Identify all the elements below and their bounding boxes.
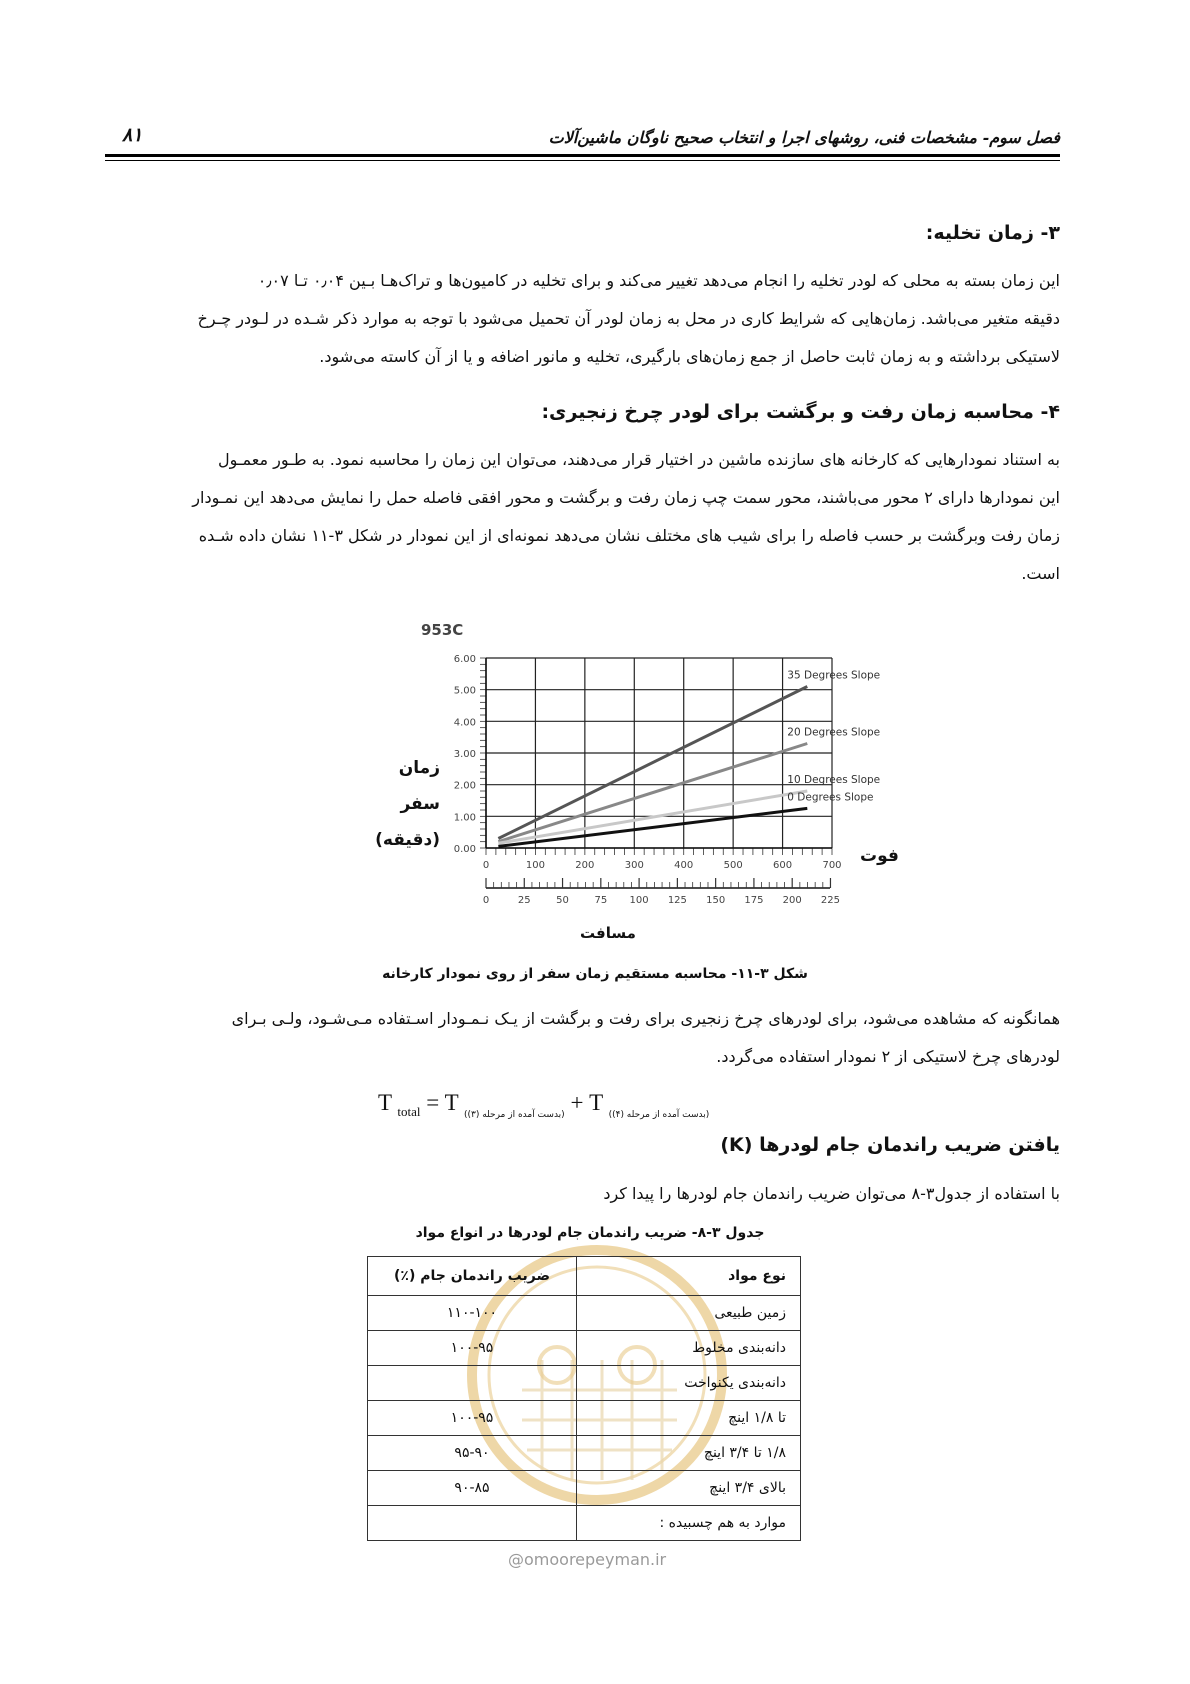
x-tick-label: 200: [575, 860, 595, 871]
secondary-x-tick-label: 50: [556, 895, 569, 906]
efficiency-cell: ۱۰۰-۹۵: [368, 1331, 577, 1366]
efficiency-cell: ۱۱۰-۱۰۰: [368, 1296, 577, 1331]
secondary-x-tick-label: 225: [820, 895, 841, 906]
table-row: [368, 1506, 801, 1541]
efficiency-cell: [368, 1366, 577, 1401]
table-row: [368, 1366, 801, 1401]
y-axis-label-line: زمان سفر: [398, 758, 440, 814]
column-header-efficiency: ضریب راندمان جام (٪): [368, 1257, 577, 1296]
x-tick-label: 0: [482, 860, 490, 871]
secondary-x-tick-label: 75: [594, 895, 608, 906]
section-k-paragraph: [128, 1175, 1060, 1213]
table-row: [368, 1331, 801, 1366]
x-tick-label: 700: [822, 860, 842, 871]
y-tick-label: 2.00: [453, 780, 476, 792]
table-row: [368, 1401, 801, 1436]
y-tick-label: 0.00: [453, 844, 476, 855]
efficiency-cell: ۱۰۰-۹۵: [368, 1401, 577, 1436]
bucket-efficiency-table: [367, 1256, 801, 1541]
series-label: 10 Degrees Slope: [787, 774, 880, 786]
series-label: 0 Degrees Slope: [787, 791, 874, 804]
y-tick-label: 3.00: [453, 749, 476, 760]
paragraph-after-figure: [128, 1000, 1060, 1076]
efficiency-cell: ۹۰-۸۵: [368, 1471, 577, 1506]
x-tick-label: 100: [525, 860, 545, 871]
formula-operator: =: [426, 1090, 440, 1115]
page-number: ۸۱: [122, 124, 143, 146]
secondary-x-tick-label: 125: [667, 895, 687, 906]
table-caption: جدول ۳-۸- ضریب راندمان جام لودرها در انواع مواد: [415, 1225, 765, 1241]
secondary-x-tick-label: 0: [482, 895, 490, 906]
formula-symbol: T: [444, 1090, 459, 1115]
paragraph-line: همانگونه که مشاهده می‌شود، برای لودرهای چرخ زنجیری برای رفت و برگشت از یـک نـمـودار اسـتفاده مـی‌شـود، ولـی بـرای: [231, 1009, 1060, 1028]
paragraph-line: زمان رفت وبرگشت بر حسب فاصله را برای شیب های مختلف نشان می‌دهد نمونه‌ای از این نمودار در شکل ۳-۱۱ نشان داده شـده: [198, 526, 1060, 545]
efficiency-cell: [368, 1506, 577, 1541]
x-tick-label: 600: [773, 860, 793, 871]
travel-time-formula: [378, 1090, 709, 1120]
paragraph-line: با استفاده از جدول۳-۸ می‌توان ضریب راندمان جام لودرها را پیدا کرد: [603, 1184, 1060, 1203]
secondary-x-tick-label: 175: [744, 895, 764, 906]
secondary-x-tick-label: 150: [706, 895, 726, 906]
secondary-x-tick-label: 200: [782, 895, 802, 906]
material-cell: دانه‌بندی مخلوط: [577, 1331, 801, 1366]
x-axis-caption: مسافت: [580, 924, 636, 942]
watermark-site-text: omoorepeyman.ir: [524, 1550, 667, 1569]
material-cell: موارد به هم چسبیده :: [577, 1506, 801, 1541]
y-axis-unit-label: (دقیقه): [375, 830, 440, 850]
secondary-x-tick-label: 25: [517, 895, 531, 906]
y-tick-label: 1.00: [453, 812, 476, 824]
x-tick-label: 500: [723, 860, 743, 871]
formula-symbol: T: [378, 1090, 392, 1115]
paragraph-line: است.: [1021, 564, 1060, 583]
table-header-row: [368, 1257, 801, 1296]
series-label: 35 Degrees Slope: [787, 669, 880, 682]
material-cell: زمین طبیعی: [577, 1296, 801, 1331]
figure-caption: شکل ۳-۱۱- محاسبه مستقیم زمان سفر از روی نمودار کارخانه: [382, 966, 808, 982]
paragraph-line: این زمان بسته به محلی که لودر تخلیه را انجام می‌دهد تغییر می‌کند و برای تخلیه در کامیون‌ها و تراک‌هـا بـین ۰٫۰۴ تـا ۰٫۰۷: [257, 271, 1060, 290]
section-4-heading: ۴- محاسبه زمان رفت و برگشت برای لودر چرخ زنجیری:: [541, 401, 1060, 423]
header-rule-thin: [105, 160, 1060, 161]
secondary-x-tick-label: 100: [629, 895, 649, 906]
chart-title: 953C: [421, 621, 464, 639]
at-sign-icon: @: [508, 1550, 524, 1569]
paragraph-line: این نمودارها دارای ۲ محور می‌باشند، محور سمت چپ زمان رفت و برگشت و محور افقی فاصله حمل را نمایش می‌دهد این نمـودار: [192, 488, 1060, 507]
x-tick-label: 300: [624, 860, 644, 871]
section-4-paragraph: [128, 441, 1060, 593]
material-cell: تا ۱/۸ اینچ: [577, 1401, 801, 1436]
formula-subscript: total: [397, 1104, 421, 1119]
paragraph-line: لودرهای چرخ لاستیکی از ۲ نمودار استفاده می‌گردد.: [716, 1047, 1060, 1066]
watermark-url: [508, 1550, 666, 1569]
running-header-title: فصل سوم- مشخصات فنی، روشهای اجرا و انتخاب صحیح ناوگان ماشین‌آلات: [548, 128, 1060, 147]
table-row: [368, 1471, 801, 1506]
table-row: [368, 1436, 801, 1471]
series-label: 20 Degrees Slope: [787, 726, 880, 739]
paragraph-line: به استناد نمودارهایی که کارخانه های سازنده ماشین در اختیار قرار می‌دهند، می‌توان این زمان را محاسبه نمود. به طـور معمـول: [217, 450, 1060, 469]
formula-symbol: T: [589, 1090, 603, 1115]
y-tick-label: 5.00: [453, 685, 476, 697]
formula-operator: +: [570, 1090, 584, 1115]
paragraph-line: لاستیکی برداشته و به زمان ثابت حاصل از جمع زمان‌های بارگیری، تخلیه و مانور اضافه و یا از آن کاسته می‌شود.: [319, 347, 1060, 366]
travel-time-chart: [400, 640, 880, 930]
paragraph-line: دقیقه متغیر می‌باشد. زمان‌هایی که شرایط کاری در محل به زمان لودر آن تحمیل می‌شود با توجه به موارد ذکر شـده در لـودر چـرخ: [197, 309, 1060, 328]
efficiency-cell: ۹۵-۹۰: [368, 1436, 577, 1471]
section-3-heading: ۳- زمان تخلیه:: [925, 222, 1060, 244]
section-k-heading: یافتن ضریب راندمان جام لودرها (K): [720, 1134, 1060, 1156]
section-3-paragraph: [128, 262, 1060, 376]
y-tick-label: 6.00: [453, 654, 476, 665]
column-header-material: نوع مواد: [577, 1257, 801, 1296]
material-cell: دانه‌بندی یکنواخت: [577, 1366, 801, 1401]
material-cell: بالای ۳/۴ اینچ: [577, 1471, 801, 1506]
material-cell: ۱/۸ تا ۳/۴ اینچ: [577, 1436, 801, 1471]
table-row: [368, 1296, 801, 1331]
formula-note: (بدست آمده از مرحله (۳)): [463, 1110, 565, 1120]
x-tick-label: 400: [674, 860, 694, 871]
header-rule: [105, 154, 1060, 157]
formula-note: (بدست آمده از مرحله (۴)): [608, 1110, 710, 1120]
y-tick-label: 4.00: [453, 717, 476, 729]
x-axis-unit-label: فوت: [860, 846, 899, 866]
